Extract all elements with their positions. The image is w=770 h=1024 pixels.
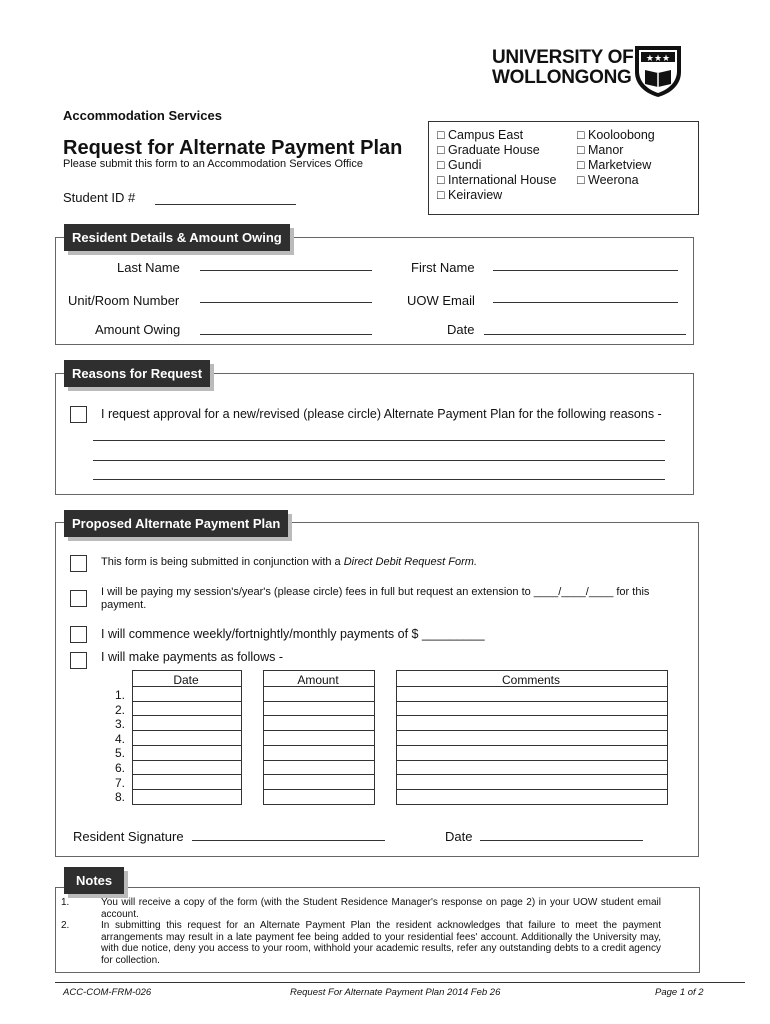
residence-option[interactable]: □ Graduate House [437,143,540,157]
amount-column[interactable] [263,670,375,805]
note-text: In submitting this request for an Alternate Payment Plan the resident acknowledges that failure to meet the payment arrangements may result in a late payment fee being added to your residential fees' account. Additionally the University may, with due notice, deny you access to your room, withhold your academic results, refer any outstanding debts to a credit agency for collection. [101,920,661,966]
resident-signature-label: Resident Signature [73,829,184,844]
first-name-field[interactable] [493,270,678,271]
schedule-row-line [132,774,242,775]
page-number: Page 1 of 2 [655,987,704,998]
schedule-row-line [132,730,242,731]
date-column[interactable] [132,670,242,805]
payment-schedule-option: I will make payments as follows - [101,650,284,664]
row-number: 2. [114,703,125,717]
reasons-box [55,373,694,495]
direct-debit-checkbox[interactable] [70,555,87,572]
university-logo-text [492,48,633,88]
schedule-row-line [263,760,375,761]
reason-line-3[interactable] [93,479,665,480]
direct-debit-form-name: Direct Debit Request Form. [343,556,477,568]
column-header-amount: Amount [297,673,339,687]
unit-room-label: Unit/Room Number [68,293,180,308]
note-number: 1. [61,897,70,908]
resident-signature-field[interactable] [192,840,385,841]
student-id-label: Student ID # [63,190,136,205]
residence-option[interactable]: □ Gundi [437,158,482,172]
schedule-row-line [263,774,375,775]
department-name: Accommodation Services [63,108,222,123]
schedule-row-line [396,730,668,731]
svg-text:★★★: ★★★ [645,54,671,64]
uow-email-field[interactable] [493,302,678,303]
schedule-row-line [396,760,668,761]
commence-payments-option: I will commence weekly/fortnightly/monthly payments of $ _________ [101,627,485,641]
extension-option: I will be paying my session's/year's (please circle) fees in full but request an extension to ____/____/____ for this payment. [101,586,650,611]
payment-schedule-checkbox[interactable] [70,652,87,669]
schedule-row-line [396,701,668,702]
commence-payments-checkbox[interactable] [70,626,87,643]
reasons-statement: I request approval for a new/revised (please circle) Alternate Payment Plan for the following reasons - [101,407,662,421]
last-name-field[interactable] [200,270,372,271]
notes-heading: Notes [64,867,124,894]
residence-option[interactable]: □ Keiraview [437,188,503,202]
column-header-comments: Comments [501,673,560,687]
schedule-row-line [132,701,242,702]
row-number: 5. [114,746,125,760]
column-header-date: Date [173,673,199,687]
residence-option[interactable]: □ International House [437,173,557,187]
residence-option[interactable]: □ Kooloobong [577,128,655,142]
page-title: Request for Alternate Payment Plan [63,137,403,159]
form-code: ACC-COM-FRM-026 [63,987,152,998]
row-number: 1. [114,688,125,702]
amount-owing-label: Amount Owing [95,322,181,337]
footer-divider [55,982,745,983]
reason-line-1[interactable] [93,440,665,441]
residence-list-col2 [577,128,655,188]
row-number: 6. [114,761,125,775]
reason-line-2[interactable] [93,460,665,461]
schedule-row-line [263,745,375,746]
direct-debit-text: This form is being submitted in conjunction with a [101,556,344,568]
row-number: 4. [114,732,125,746]
student-id-field[interactable] [155,204,296,205]
note-number: 2. [61,920,70,931]
first-name-label: First Name [411,260,475,275]
schedule-row-line [396,774,668,775]
schedule-row-line [263,730,375,731]
date-field[interactable] [484,334,686,335]
schedule-row-line [132,745,242,746]
schedule-row-line [263,686,375,687]
last-name-label: Last Name [117,260,180,275]
schedule-row-line [132,789,242,790]
page-subtitle: Please submit this form to an Accommodation Services Office [63,158,363,170]
residence-option[interactable]: □ Weerona [577,173,639,187]
residence-option[interactable]: □ Manor [577,143,624,157]
schedule-row-line [132,686,242,687]
amount-owing-field[interactable] [200,334,372,335]
reasons-checkbox[interactable] [70,406,87,423]
reasons-heading: Reasons for Request [64,360,210,387]
signature-date-label: Date [445,829,473,844]
schedule-row-line [263,789,375,790]
date-label: Date [447,322,475,337]
university-name-line2: WOLLONGONG [492,67,632,88]
university-crest-icon [633,44,683,98]
resident-details-heading: Resident Details & Amount Owing [64,224,290,251]
schedule-row-line [263,715,375,716]
plan-heading: Proposed Alternate Payment Plan [64,510,288,537]
row-number: 7. [114,776,125,790]
residence-list-col1 [437,128,556,203]
schedule-row-line [263,701,375,702]
residence-option[interactable]: □ Campus East [437,128,524,142]
row-number: 3. [114,717,125,731]
schedule-row-line [396,686,668,687]
schedule-row-line [396,745,668,746]
schedule-row-line [396,715,668,716]
note-text: You will receive a copy of the form (with the Student Residence Manager's response on page 2) in your UOW student email account. [101,897,661,920]
comments-column[interactable] [396,670,668,805]
uow-email-label: UOW Email [407,293,475,308]
schedule-row-line [132,760,242,761]
university-name-line1: UNIVERSITY OF [492,47,634,68]
residence-option[interactable]: □ Marketview [577,158,652,172]
unit-room-field[interactable] [200,302,372,303]
extension-checkbox[interactable] [70,590,87,607]
footer-document-title: Request For Alternate Payment Plan 2014 Feb 26 [290,987,501,998]
signature-date-field[interactable] [480,840,643,841]
row-number: 8. [114,790,125,804]
schedule-row-line [132,715,242,716]
direct-debit-option [101,556,477,568]
schedule-row-line [396,789,668,790]
